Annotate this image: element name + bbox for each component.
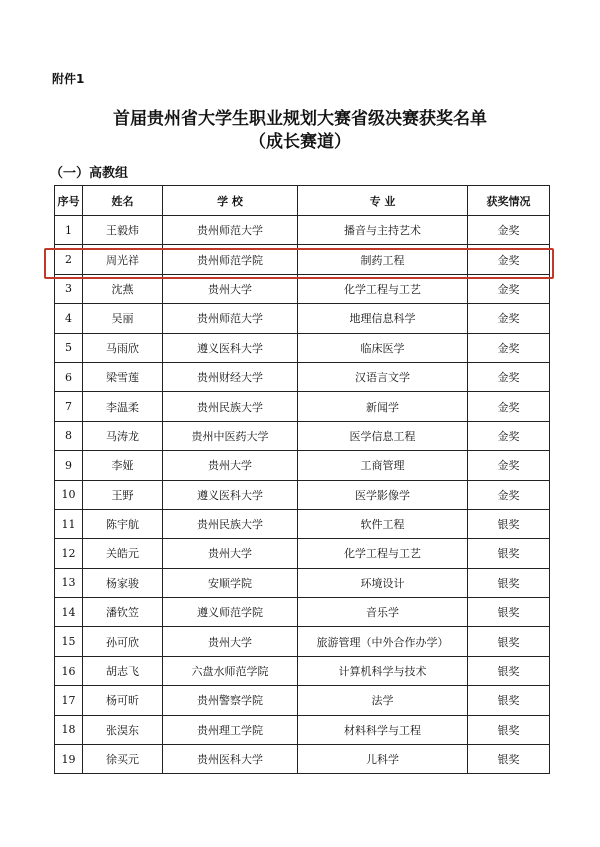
cell-name: 沈燕	[83, 274, 163, 303]
cell-major: 临床医学	[298, 333, 468, 362]
cell-major: 播音与主持艺术	[298, 216, 468, 245]
cell-award: 银奖	[468, 539, 550, 568]
cell-name: 关皓元	[83, 539, 163, 568]
cell-school: 贵州民族大学	[163, 509, 298, 538]
cell-major: 计算机科学与技术	[298, 656, 468, 685]
table-row	[55, 656, 550, 685]
cell-name: 马涛龙	[83, 421, 163, 450]
cell-school: 贵州财经大学	[163, 362, 298, 391]
header-award: 获奖情况	[468, 186, 550, 216]
cell-name: 李娅	[83, 451, 163, 480]
table-header-row	[55, 186, 550, 216]
table-row	[55, 745, 550, 774]
cell-index: 11	[55, 509, 83, 538]
table-row	[55, 451, 550, 480]
table-row	[55, 686, 550, 715]
cell-major: 工商管理	[298, 451, 468, 480]
cell-major: 制药工程	[298, 245, 468, 274]
header-name: 姓名	[83, 186, 163, 216]
cell-major: 材料科学与工程	[298, 715, 468, 744]
cell-school: 遵义师范学院	[163, 598, 298, 627]
cell-name: 马雨欣	[83, 333, 163, 362]
cell-index: 4	[55, 304, 83, 333]
table-row	[55, 216, 550, 245]
cell-school: 贵州警察学院	[163, 686, 298, 715]
cell-major: 音乐学	[298, 598, 468, 627]
cell-index: 1	[55, 216, 83, 245]
cell-index: 5	[55, 333, 83, 362]
cell-major: 医学信息工程	[298, 421, 468, 450]
cell-award: 金奖	[468, 333, 550, 362]
cell-name: 杨可昕	[83, 686, 163, 715]
cell-school: 六盘水师范学院	[163, 656, 298, 685]
cell-school: 安顺学院	[163, 568, 298, 597]
cell-name: 徐买元	[83, 745, 163, 774]
table-row	[55, 392, 550, 421]
cell-name: 李温柔	[83, 392, 163, 421]
cell-index: 2	[55, 245, 83, 274]
cell-major: 儿科学	[298, 745, 468, 774]
cell-name: 孙可欣	[83, 627, 163, 656]
cell-school: 贵州师范大学	[163, 304, 298, 333]
header-major: 专 业	[298, 186, 468, 216]
cell-award: 银奖	[468, 686, 550, 715]
cell-award: 金奖	[468, 304, 550, 333]
cell-award: 金奖	[468, 480, 550, 509]
section-label: （一）高教组	[50, 166, 129, 181]
cell-award: 金奖	[468, 392, 550, 421]
cell-award: 银奖	[468, 509, 550, 538]
table-row	[55, 421, 550, 450]
cell-award: 银奖	[468, 627, 550, 656]
header-school: 学 校	[163, 186, 298, 216]
table-row	[55, 568, 550, 597]
table-row	[55, 274, 550, 303]
cell-name: 胡志飞	[83, 656, 163, 685]
awards-table	[54, 185, 550, 774]
cell-award: 金奖	[468, 216, 550, 245]
cell-name: 潘钦笠	[83, 598, 163, 627]
cell-index: 14	[55, 598, 83, 627]
cell-award: 银奖	[468, 568, 550, 597]
cell-index: 6	[55, 362, 83, 391]
cell-index: 17	[55, 686, 83, 715]
cell-index: 18	[55, 715, 83, 744]
cell-major: 汉语言文学	[298, 362, 468, 391]
table-row	[55, 539, 550, 568]
cell-name: 王毅炜	[83, 216, 163, 245]
cell-award: 金奖	[468, 245, 550, 274]
cell-major: 旅游管理（中外合作办学）	[298, 627, 468, 656]
cell-index: 7	[55, 392, 83, 421]
cell-award: 银奖	[468, 715, 550, 744]
document-subtitle: （成长赛道）	[249, 132, 351, 152]
cell-award: 金奖	[468, 362, 550, 391]
cell-major: 化学工程与工艺	[298, 539, 468, 568]
cell-name: 杨家骏	[83, 568, 163, 597]
cell-name: 吴丽	[83, 304, 163, 333]
table-row	[55, 598, 550, 627]
cell-school: 贵州大学	[163, 451, 298, 480]
cell-name: 王野	[83, 480, 163, 509]
cell-school: 遵义医科大学	[163, 480, 298, 509]
cell-major: 环境设计	[298, 568, 468, 597]
cell-award: 金奖	[468, 274, 550, 303]
cell-award: 银奖	[468, 656, 550, 685]
cell-name: 张淏东	[83, 715, 163, 744]
cell-school: 贵州师范学院	[163, 245, 298, 274]
cell-school: 贵州医科大学	[163, 745, 298, 774]
cell-award: 银奖	[468, 745, 550, 774]
cell-index: 13	[55, 568, 83, 597]
table-row	[55, 715, 550, 744]
cell-major: 地理信息科学	[298, 304, 468, 333]
cell-major: 化学工程与工艺	[298, 274, 468, 303]
table-row	[55, 304, 550, 333]
cell-index: 12	[55, 539, 83, 568]
cell-name: 周光祥	[83, 245, 163, 274]
cell-school: 贵州理工学院	[163, 715, 298, 744]
cell-school: 贵州大学	[163, 627, 298, 656]
cell-award: 金奖	[468, 421, 550, 450]
cell-major: 医学影像学	[298, 480, 468, 509]
cell-award: 银奖	[468, 598, 550, 627]
table-row	[55, 509, 550, 538]
cell-name: 梁雪莲	[83, 362, 163, 391]
document-title: 首届贵州省大学生职业规划大赛省级决赛获奖名单	[113, 109, 487, 129]
cell-index: 19	[55, 745, 83, 774]
cell-award: 金奖	[468, 451, 550, 480]
table-row	[55, 333, 550, 362]
header-index: 序号	[55, 186, 83, 216]
table-body	[55, 216, 550, 774]
cell-school: 贵州师范大学	[163, 216, 298, 245]
table-row	[55, 480, 550, 509]
cell-index: 10	[55, 480, 83, 509]
table-row	[55, 362, 550, 391]
cell-school: 遵义医科大学	[163, 333, 298, 362]
cell-index: 8	[55, 421, 83, 450]
cell-index: 16	[55, 656, 83, 685]
cell-major: 软件工程	[298, 509, 468, 538]
attachment-label: 附件1	[52, 72, 85, 86]
cell-major: 新闻学	[298, 392, 468, 421]
cell-index: 15	[55, 627, 83, 656]
cell-school: 贵州大学	[163, 539, 298, 568]
cell-index: 9	[55, 451, 83, 480]
cell-name: 陈宇航	[83, 509, 163, 538]
table-row	[55, 627, 550, 656]
table-row	[55, 245, 550, 274]
cell-school: 贵州中医药大学	[163, 421, 298, 450]
cell-index: 3	[55, 274, 83, 303]
cell-school: 贵州大学	[163, 274, 298, 303]
cell-school: 贵州民族大学	[163, 392, 298, 421]
cell-major: 法学	[298, 686, 468, 715]
